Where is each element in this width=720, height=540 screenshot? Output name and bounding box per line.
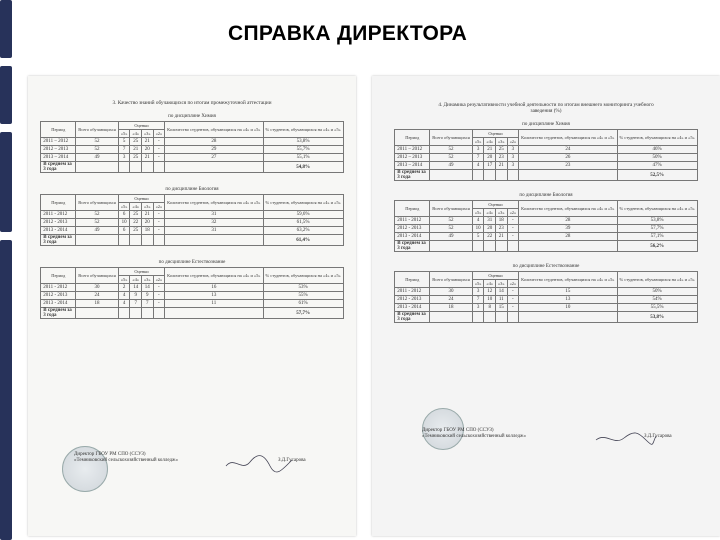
table-cell: - (507, 288, 519, 296)
left-document (28, 76, 356, 536)
table-header-cell: Оценки (472, 272, 518, 280)
average-value: 52,5% (617, 170, 697, 181)
table-cell: 15 (519, 288, 617, 296)
table-header-cell: «2» (507, 209, 519, 217)
table-header-cell: Оценки (118, 268, 164, 276)
empty-cell (495, 312, 507, 323)
table-cell: 21 (130, 146, 142, 154)
table-cell: - (507, 217, 519, 225)
table-cell: 52 (430, 154, 473, 162)
results-table (40, 267, 343, 319)
sidebar-accent-bar (0, 0, 12, 58)
average-label: В среднем за 3 года (41, 235, 76, 246)
results-table (40, 194, 343, 246)
table-cell: 61,5% (263, 219, 343, 227)
table-cell: 55% (263, 292, 343, 300)
table-cell: 21 (495, 233, 507, 241)
table-header-cell: «2» (153, 276, 165, 284)
table-cell: 2011 - 2012 (41, 284, 76, 292)
table-cell: 52 (430, 225, 473, 233)
signature-name: З.Д.Гусарова (644, 434, 672, 439)
table-cell: 10 (519, 304, 617, 312)
table-cell: 25 (495, 146, 507, 154)
table-cell: 6 (118, 227, 130, 235)
average-label: В среднем за 3 года (41, 308, 76, 319)
table-cell: 20 (141, 146, 153, 154)
table-header-cell: «5» (472, 280, 484, 288)
left-heading: 3. Качество знаний обучающихся по итогам промежуточной аттестации (112, 100, 272, 106)
average-row (41, 162, 343, 173)
table-header-cell: % студентов, обучающихся на «4» и «5» (617, 130, 697, 146)
table-header-cell: «2» (153, 130, 165, 138)
table-header-cell: «5» (118, 130, 130, 138)
table-cell: 16 (165, 284, 263, 292)
table-cell: 57,7% (617, 225, 697, 233)
table-cell: 2012 – 2013 (41, 146, 76, 154)
table-cell: 49 (76, 154, 119, 162)
table-row (41, 219, 343, 227)
table-cell: 47% (617, 162, 697, 170)
table-cell: - (153, 300, 165, 308)
average-value: 53,8% (617, 312, 697, 323)
table-cell: 2013 - 2014 (395, 304, 430, 312)
table-cell: 31 (165, 211, 263, 219)
table-header-cell: % студентов, обучающихся на «4» и «5» (263, 122, 343, 138)
empty-cell (430, 241, 473, 252)
empty-cell (430, 170, 473, 181)
table-cell: 24 (519, 146, 617, 154)
table-cell: 2011 - 2012 (395, 217, 430, 225)
empty-cell (76, 308, 119, 319)
table-cell: 20 (141, 219, 153, 227)
empty-cell (430, 312, 473, 323)
results-table (394, 271, 697, 323)
empty-cell (76, 235, 119, 246)
table-cell: 49 (430, 162, 473, 170)
empty-cell (153, 235, 165, 246)
empty-cell (76, 162, 119, 173)
empty-cell (141, 308, 153, 319)
table-header-cell: Количество студентов, обучающихся на «4» и «5» (165, 268, 263, 284)
table-header-cell: Период (41, 122, 76, 138)
table-cell: 55,5% (617, 304, 697, 312)
sidebar-accent-bar (0, 132, 12, 232)
average-value: 56,2% (617, 241, 697, 252)
empty-cell (484, 312, 496, 323)
table-cell: 21 (141, 211, 153, 219)
table-cell: 18 (141, 227, 153, 235)
table-cell: 29 (165, 146, 263, 154)
table-cell: 2 (118, 284, 130, 292)
table-cell: 28 (519, 233, 617, 241)
signature-name: З.Д.Гусарова (278, 458, 306, 463)
table-cell: 2012 – 2013 (395, 154, 430, 162)
table-cell: 25 (130, 227, 142, 235)
table-cell: - (507, 304, 519, 312)
table-cell: 49 (430, 233, 473, 241)
table-cell: 2012 - 2013 (41, 219, 76, 227)
table-header-cell: «4» (484, 209, 496, 217)
table-header-cell: «4» (484, 138, 496, 146)
table-header-cell: Количество студентов, обучающихся на «4» и «5» (519, 201, 617, 217)
subject-title: по дисциплине Биология (519, 193, 573, 198)
table-header-cell: % студентов, обучающихся на «4» и «5» (617, 201, 697, 217)
table-header-cell: «3» (141, 130, 153, 138)
table-cell: 26 (519, 154, 617, 162)
subject-title: по дисциплине Естествознание (158, 260, 226, 265)
table-cell: 10 (118, 219, 130, 227)
table-cell: 25 (130, 138, 142, 146)
table-header-cell: «4» (130, 203, 142, 211)
table-cell: 55,7% (263, 146, 343, 154)
table-cell: 13 (165, 292, 263, 300)
table-header-cell: % студентов, обучающихся на «4» и «5» (263, 268, 343, 284)
table-cell: 2013 – 2014 (41, 154, 76, 162)
table-cell: 4 (118, 300, 130, 308)
table-header-cell: Период (41, 268, 76, 284)
table-cell: - (507, 225, 519, 233)
table-row (395, 154, 697, 162)
table-cell: 11 (165, 300, 263, 308)
empty-cell (153, 308, 165, 319)
average-row (41, 308, 343, 319)
table-cell: 46% (617, 146, 697, 154)
table-cell: 12 (484, 288, 496, 296)
table-cell: - (153, 219, 165, 227)
average-value: 54,8% (263, 162, 343, 173)
table-header-cell: Всего обучающихся (430, 272, 473, 288)
table-header-cell: Период (395, 130, 430, 146)
empty-cell (118, 235, 130, 246)
table-cell: 31 (165, 227, 263, 235)
empty-cell (130, 308, 142, 319)
average-label: В среднем за 3 года (41, 162, 76, 173)
table-cell: 10 (484, 296, 496, 304)
table-cell: 24 (76, 292, 119, 300)
table-cell: - (153, 154, 165, 162)
table-cell: 52 (430, 146, 473, 154)
sidebar-accent-bar (0, 66, 12, 124)
table-header-cell: Оценки (472, 130, 518, 138)
empty-cell (118, 162, 130, 173)
average-row (395, 241, 697, 252)
empty-cell (141, 162, 153, 173)
results-table (40, 121, 343, 173)
table-cell: 7 (118, 146, 130, 154)
empty-cell (165, 308, 263, 319)
table-cell: 61% (263, 300, 343, 308)
table-cell: - (153, 292, 165, 300)
empty-cell (472, 241, 484, 252)
table-cell: 2012 - 2013 (395, 296, 430, 304)
table-cell: 2013 - 2014 (395, 233, 430, 241)
table-cell: 8 (484, 304, 496, 312)
table-cell: 52 (76, 219, 119, 227)
table-cell: 53% (263, 284, 343, 292)
table-header-cell: Период (395, 272, 430, 288)
table-header-cell: «2» (507, 280, 519, 288)
table-header-cell: Всего обучающихся (430, 130, 473, 146)
table-cell: 2013 – 2014 (395, 162, 430, 170)
empty-cell (507, 170, 519, 181)
average-row (41, 235, 343, 246)
table-cell: 49 (76, 227, 119, 235)
table-cell: 3 (507, 162, 519, 170)
table-cell: 7 (130, 300, 142, 308)
table-header-cell: Оценки (118, 195, 164, 203)
table-cell: 14 (130, 284, 142, 292)
table-cell: - (153, 227, 165, 235)
table-cell: 21 (141, 154, 153, 162)
table-cell: - (153, 211, 165, 219)
empty-cell (484, 241, 496, 252)
table-cell: 53,8% (263, 138, 343, 146)
table-row (395, 225, 697, 233)
table-row (395, 146, 697, 154)
empty-cell (153, 162, 165, 173)
table-cell: 39 (519, 225, 617, 233)
table-cell: 23 (519, 162, 617, 170)
table-cell: 22 (130, 219, 142, 227)
table-row (41, 292, 343, 300)
table-cell: 3 (507, 154, 519, 162)
table-cell: 28 (165, 138, 263, 146)
table-cell: 6 (118, 211, 130, 219)
table-cell: 5 (118, 138, 130, 146)
empty-cell (507, 241, 519, 252)
table-header-cell: Количество студентов, обучающихся на «4» и «5» (519, 130, 617, 146)
table-row (41, 146, 343, 154)
table-cell: 3 (472, 304, 484, 312)
table-cell: 3 (472, 146, 484, 154)
table-row (395, 288, 697, 296)
table-header-cell: Всего обучающихся (76, 195, 119, 211)
empty-cell (130, 235, 142, 246)
table-cell: - (507, 233, 519, 241)
table-cell: 2013 - 2014 (41, 300, 76, 308)
empty-cell (165, 162, 263, 173)
table-cell: 55,1% (263, 154, 343, 162)
table-cell: 52 (430, 217, 473, 225)
table-cell: 52 (76, 211, 119, 219)
subject-title: по дисциплине Естествознание (512, 264, 580, 269)
table-cell: 10 (472, 225, 484, 233)
table-cell: 9 (141, 292, 153, 300)
table-cell: 21 (484, 146, 496, 154)
table-cell: - (153, 284, 165, 292)
table-cell: 13 (519, 296, 617, 304)
table-cell: 59,6% (263, 211, 343, 219)
subject-title: по дисциплине Химия (168, 114, 216, 119)
average-row (395, 312, 697, 323)
empty-cell (519, 312, 617, 323)
table-cell: - (153, 146, 165, 154)
table-cell: 63,2% (263, 227, 343, 235)
empty-cell (165, 235, 263, 246)
table-header-cell: Период (41, 195, 76, 211)
table-header-cell: Всего обучающихся (76, 122, 119, 138)
table-row (41, 154, 343, 162)
table-header-cell: «3» (141, 203, 153, 211)
empty-cell (519, 170, 617, 181)
signature-block: Директор ГБОУ РМ СПО (ССУЗ) «Темниковский сельскохозяйственный колледж» (74, 452, 179, 463)
table-row (41, 300, 343, 308)
table-cell: 9 (130, 292, 142, 300)
table-header-cell: «5» (472, 209, 484, 217)
average-value: 57,7% (263, 308, 343, 319)
table-cell: 20 (484, 225, 496, 233)
table-cell: 53,8% (617, 217, 697, 225)
table-cell: 14 (495, 288, 507, 296)
table-cell: 27 (165, 154, 263, 162)
right-document (372, 76, 720, 536)
table-cell: 20 (484, 154, 496, 162)
slide-title: СПРАВКА ДИРЕКТОРА (228, 22, 468, 45)
table-cell: 2012 - 2013 (395, 225, 430, 233)
table-header-cell: «4» (130, 276, 142, 284)
table-cell: 52 (76, 138, 119, 146)
table-cell: 32 (165, 219, 263, 227)
table-cell: 2013 - 2014 (41, 227, 76, 235)
empty-cell (507, 312, 519, 323)
table-header-cell: Всего обучающихся (76, 268, 119, 284)
empty-cell (519, 241, 617, 252)
sidebar-accent-bar (0, 240, 12, 540)
table-header-cell: «5» (472, 138, 484, 146)
table-cell: 3 (472, 288, 484, 296)
table-cell: 2011 - 2012 (395, 288, 430, 296)
table-cell: 2011 - 2012 (41, 211, 76, 219)
right-heading: 4. Динамика результативности учебной деятельности по итогам внешнего мониторинга учебного заведения (%) (438, 102, 654, 114)
table-cell: 21 (495, 162, 507, 170)
table-header-cell: «3» (495, 138, 507, 146)
table-cell: 4 (472, 217, 484, 225)
table-header-cell: «5» (118, 203, 130, 211)
empty-cell (495, 170, 507, 181)
table-cell: 24 (430, 296, 473, 304)
table-header-cell: «3» (141, 276, 153, 284)
average-label: В среднем за 3 года (395, 241, 430, 252)
empty-cell (472, 170, 484, 181)
table-header-cell: «3» (495, 280, 507, 288)
table-header-cell: «2» (153, 203, 165, 211)
table-cell: 28 (519, 217, 617, 225)
table-cell: 4 (118, 292, 130, 300)
results-table (394, 129, 697, 181)
table-cell: 15 (495, 304, 507, 312)
table-row (41, 138, 343, 146)
table-cell: 3 (507, 146, 519, 154)
table-cell: 7 (472, 296, 484, 304)
table-cell: 11 (495, 296, 507, 304)
table-cell: 22 (484, 233, 496, 241)
table-cell: 18 (76, 300, 119, 308)
average-value: 61,4% (263, 235, 343, 246)
table-cell: - (507, 296, 519, 304)
table-header-cell: Оценки (472, 201, 518, 209)
table-cell: 3 (118, 154, 130, 162)
table-cell: 57,1% (617, 233, 697, 241)
table-cell: 50% (617, 288, 697, 296)
table-header-cell: Период (395, 201, 430, 217)
table-cell: 54% (617, 296, 697, 304)
empty-cell (495, 241, 507, 252)
empty-cell (141, 235, 153, 246)
table-row (395, 233, 697, 241)
table-cell: 17 (484, 162, 496, 170)
table-header-cell: Количество студентов, обучающихся на «4» и «5» (519, 272, 617, 288)
table-cell: 18 (495, 217, 507, 225)
table-row (395, 217, 697, 225)
table-cell: 2011 – 2012 (395, 146, 430, 154)
table-header-cell: Количество студентов, обучающихся на «4» и «5» (165, 195, 263, 211)
table-cell: 2011 – 2012 (41, 138, 76, 146)
table-cell: 30 (430, 288, 473, 296)
table-cell: 7 (472, 154, 484, 162)
average-row (395, 170, 697, 181)
table-header-cell: «3» (495, 209, 507, 217)
table-cell: 14 (141, 284, 153, 292)
table-cell: 4 (472, 162, 484, 170)
table-header-cell: % студентов, обучающихся на «4» и «5» (263, 195, 343, 211)
table-row (41, 284, 343, 292)
table-header-cell: «4» (484, 280, 496, 288)
empty-cell (472, 312, 484, 323)
table-row (41, 227, 343, 235)
results-table (394, 200, 697, 252)
table-header-cell: Оценки (118, 122, 164, 130)
empty-cell (130, 162, 142, 173)
average-label: В среднем за 3 года (395, 170, 430, 181)
average-label: В среднем за 3 года (395, 312, 430, 323)
table-row (395, 296, 697, 304)
table-cell: 30 (76, 284, 119, 292)
table-cell: 18 (430, 304, 473, 312)
table-header-cell: «5» (118, 276, 130, 284)
empty-cell (484, 170, 496, 181)
table-cell: 52 (76, 146, 119, 154)
table-row (395, 304, 697, 312)
table-cell: 25 (130, 211, 142, 219)
table-cell: 31 (484, 217, 496, 225)
subject-title: по дисциплине Химия (522, 122, 570, 127)
signature-block: Директор ГБОУ РМ СПО (ССУЗ) «Темниковский сельскохозяйственный колледж» (422, 428, 527, 439)
table-cell: 7 (141, 300, 153, 308)
table-header-cell: Всего обучающихся (430, 201, 473, 217)
table-header-cell: Количество студентов, обучающихся на «4» и «5» (165, 122, 263, 138)
table-header-cell: % студентов, обучающихся на «4» и «5» (617, 272, 697, 288)
table-header-cell: «4» (130, 130, 142, 138)
table-cell: - (153, 138, 165, 146)
table-cell: 23 (495, 225, 507, 233)
subject-title: по дисциплине Биология (165, 187, 219, 192)
table-row (395, 162, 697, 170)
table-header-cell: «2» (507, 138, 519, 146)
table-cell: 25 (130, 154, 142, 162)
table-cell: 50% (617, 154, 697, 162)
table-cell: 21 (141, 138, 153, 146)
empty-cell (118, 308, 130, 319)
table-cell: 2012 - 2013 (41, 292, 76, 300)
table-cell: 5 (472, 233, 484, 241)
table-cell: 23 (495, 154, 507, 162)
table-row (41, 211, 343, 219)
